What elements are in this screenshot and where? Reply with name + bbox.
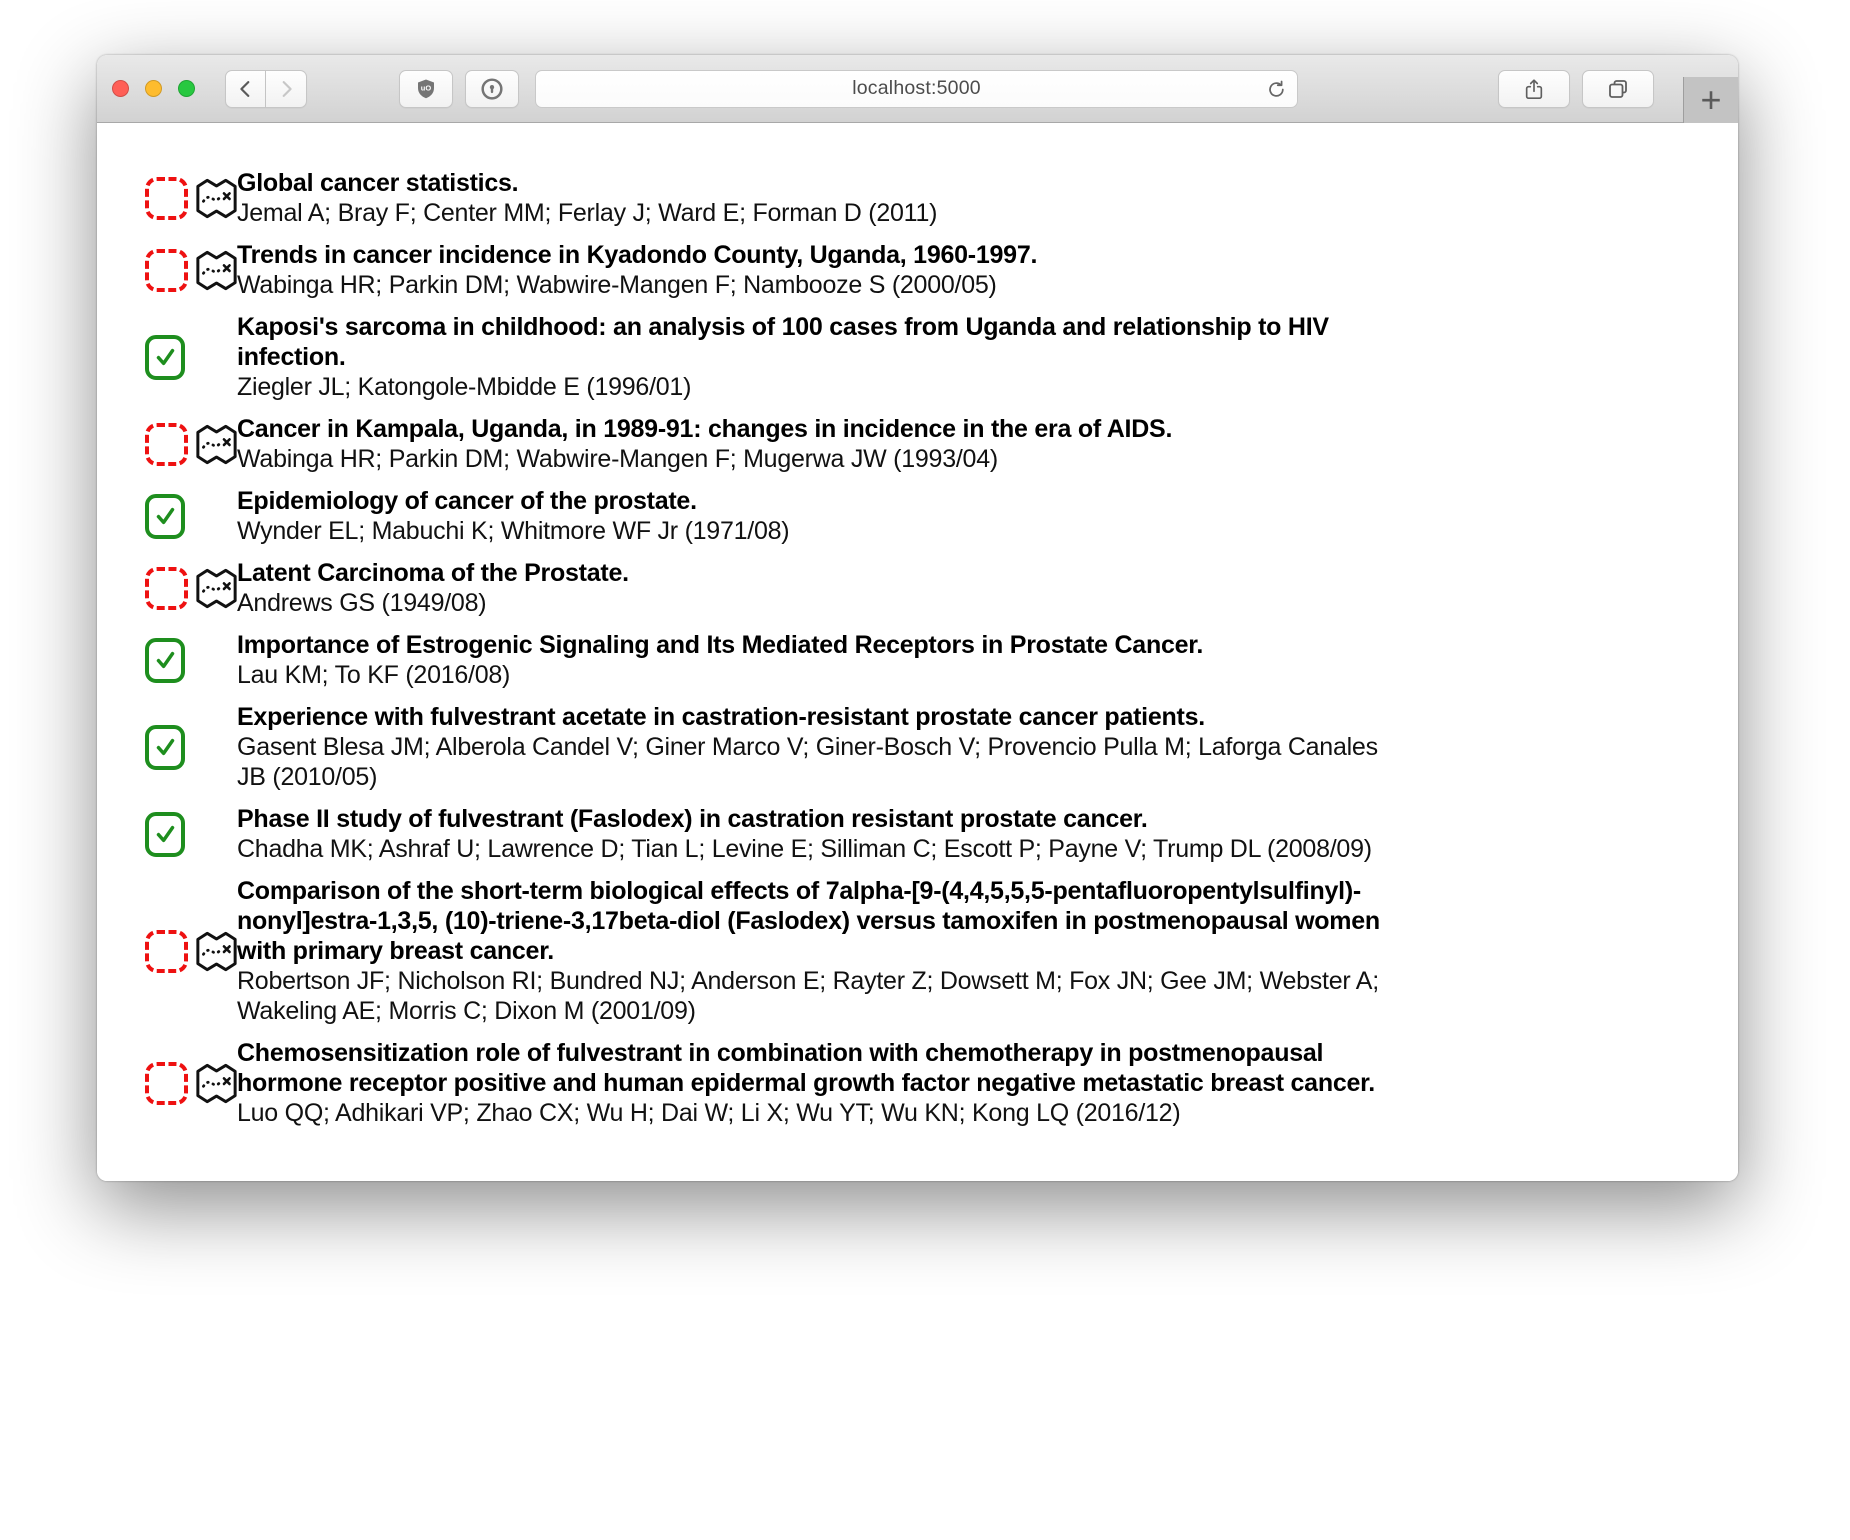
paper-status-icons [145,247,237,294]
nav-buttons [225,70,307,108]
checked-checkbox[interactable] [145,494,185,539]
close-button[interactable] [112,80,129,97]
paper-text [237,168,937,228]
paper-item [145,1038,1738,1128]
paper-title: Cancer in Kampala, Uganda, in 1989-91: changes in incidence in the era of AIDS. [237,415,1173,443]
paper-title: Trends in cancer incidence in Kyadondo County, Uganda, 1960-1997. [237,241,1038,269]
paper-text [237,558,629,618]
chevron-right-icon [275,78,297,100]
forward-button[interactable] [266,70,307,108]
paper-authors: Wynder EL; Mabuchi K; Whitmore WF Jr (1971/08) [237,517,790,545]
paper-status-icons [145,812,237,857]
paper-text [237,1038,1387,1128]
paper-text [237,804,1372,864]
paper-authors: Luo QQ; Adhikari VP; Zhao CX; Wu H; Dai W; Li X; Wu YT; Wu KN; Kong LQ (2016/12) [237,1099,1181,1127]
tab-overview-button[interactable] [1582,70,1654,108]
share-icon [1523,77,1545,101]
paper-text [237,312,1387,402]
unchecked-dashed-checkbox[interactable] [145,930,188,973]
share-button[interactable] [1498,70,1570,108]
checkmark-icon [152,820,179,848]
paper-status-icons [145,1060,237,1107]
unchecked-dashed-checkbox[interactable] [145,1062,188,1105]
paper-title: Importance of Estrogenic Signaling and Its Mediated Receptors in Prostate Cancer. [237,631,1204,659]
checkmark-icon [152,646,179,674]
unchecked-dashed-checkbox[interactable] [145,567,188,610]
paper-item [145,414,1738,474]
paper-authors: Gasent Blesa JM; Alberola Candel V; Giner Marco V; Giner-Bosch V; Provencio Pulla M; Laforga Canales JB (2010/05) [237,733,1378,791]
back-button[interactable] [225,70,266,108]
refresh-icon[interactable] [1266,79,1287,100]
paper-title: Experience with fulvestrant acetate in castration-resistant prostate cancer patients. [237,703,1205,731]
paper-status-icons [145,725,237,770]
paper-title: Phase II study of fulvestrant (Faslodex) in castration resistant prostate cancer. [237,805,1148,833]
map-icon[interactable] [196,175,237,222]
paper-item [145,312,1738,402]
paper-text [237,630,1203,690]
paper-title: Latent Carcinoma of the Prostate. [237,559,629,587]
paper-title: Global cancer statistics. [237,169,519,197]
paper-status-icons [145,494,237,539]
map-icon[interactable] [196,928,237,975]
paper-authors: Andrews GS (1949/08) [237,589,487,617]
address-bar[interactable] [535,70,1298,108]
tabs-icon [1606,77,1630,101]
checked-checkbox[interactable] [145,725,185,770]
ublock-shield-icon [414,77,438,101]
paper-authors: Lau KM; To KF (2016/08) [237,661,511,689]
paper-status-icons [145,638,237,683]
password-manager-extension-button[interactable] [465,70,519,108]
paper-authors: Jemal A; Bray F; Center MM; Ferlay J; Ward E; Forman D (2011) [237,199,938,227]
paper-status-icons [145,421,237,468]
new-tab-plus-icon: + [1700,79,1722,120]
minimize-button[interactable] [145,80,162,97]
paper-authors: Robertson JF; Nicholson RI; Bundred NJ; Anderson E; Rayter Z; Dowsett M; Fox JN; Gee JM; Webster A; Wakeling AE; Morris C; Dixon M (2001/09) [237,967,1379,1025]
ublock-extension-button[interactable] [399,70,453,108]
checkmark-icon [152,733,179,761]
paper-list [145,168,1738,1128]
paper-status-icons [145,928,237,975]
browser-toolbar [97,55,1738,123]
checkmark-icon [152,343,179,371]
map-icon[interactable] [196,421,237,468]
chevron-left-icon [235,78,257,100]
unchecked-dashed-checkbox[interactable] [145,423,188,466]
paper-title: Kaposi's sarcoma in childhood: an analysis of 100 cases from Uganda and relationship to HIV infection. [237,313,1329,371]
paper-item [145,168,1738,228]
traffic-lights [112,80,195,97]
paper-item [145,876,1738,1026]
paper-title: Comparison of the short-term biological effects of 7alpha-[9-(4,4,5,5,5-pentafluoropentylsulfinyl)-nonyl]estra-1,3,5, (10)-triene-3,17beta-diol (Faslodex) versus tamoxifen in postmenopausal women with primary breast cancer. [237,877,1380,965]
unchecked-dashed-checkbox[interactable] [145,177,188,220]
checkmark-icon [152,502,179,530]
checked-checkbox[interactable] [145,812,185,857]
browser-window [97,55,1738,1181]
paper-authors: Chadha MK; Ashraf U; Lawrence D; Tian L; Levine E; Silliman C; Escott P; Payne V; Trump DL (2008/09) [237,835,1372,863]
url-text: localhost:5000 [852,77,981,99]
paper-authors: Wabinga HR; Parkin DM; Wabwire-Mangen F; Nambooze S (2000/05) [237,271,997,299]
paper-item [145,630,1738,690]
paper-authors: Wabinga HR; Parkin DM; Wabwire-Mangen F; Mugerwa JW (1993/04) [237,445,998,473]
page-content [97,123,1738,1181]
new-tab-button[interactable] [1683,77,1738,123]
svg-text:uO: uO [420,83,432,93]
paper-authors: Ziegler JL; Katongole-Mbidde E (1996/01) [237,373,692,401]
paper-status-icons [145,565,237,612]
paper-item [145,804,1738,864]
paper-status-icons [145,175,237,222]
keyhole-circle-icon [479,76,505,102]
map-icon[interactable] [196,565,237,612]
paper-text [237,876,1387,1026]
unchecked-dashed-checkbox[interactable] [145,249,188,292]
paper-item [145,486,1738,546]
paper-item [145,558,1738,618]
paper-title: Epidemiology of cancer of the prostate. [237,487,697,515]
paper-title: Chemosensitization role of fulvestrant in combination with chemotherapy in postmenopausal hormone receptor positive and human epidermal growth factor negative metastatic breast cancer. [237,1039,1375,1097]
paper-status-icons [145,335,237,380]
map-icon[interactable] [196,247,237,294]
paper-text [237,486,789,546]
paper-text [237,414,1172,474]
checked-checkbox[interactable] [145,638,185,683]
paper-text [237,702,1387,792]
map-icon[interactable] [196,1060,237,1107]
zoom-button[interactable] [178,80,195,97]
paper-item [145,240,1738,300]
checked-checkbox[interactable] [145,335,185,380]
paper-item [145,702,1738,792]
paper-text [237,240,1037,300]
